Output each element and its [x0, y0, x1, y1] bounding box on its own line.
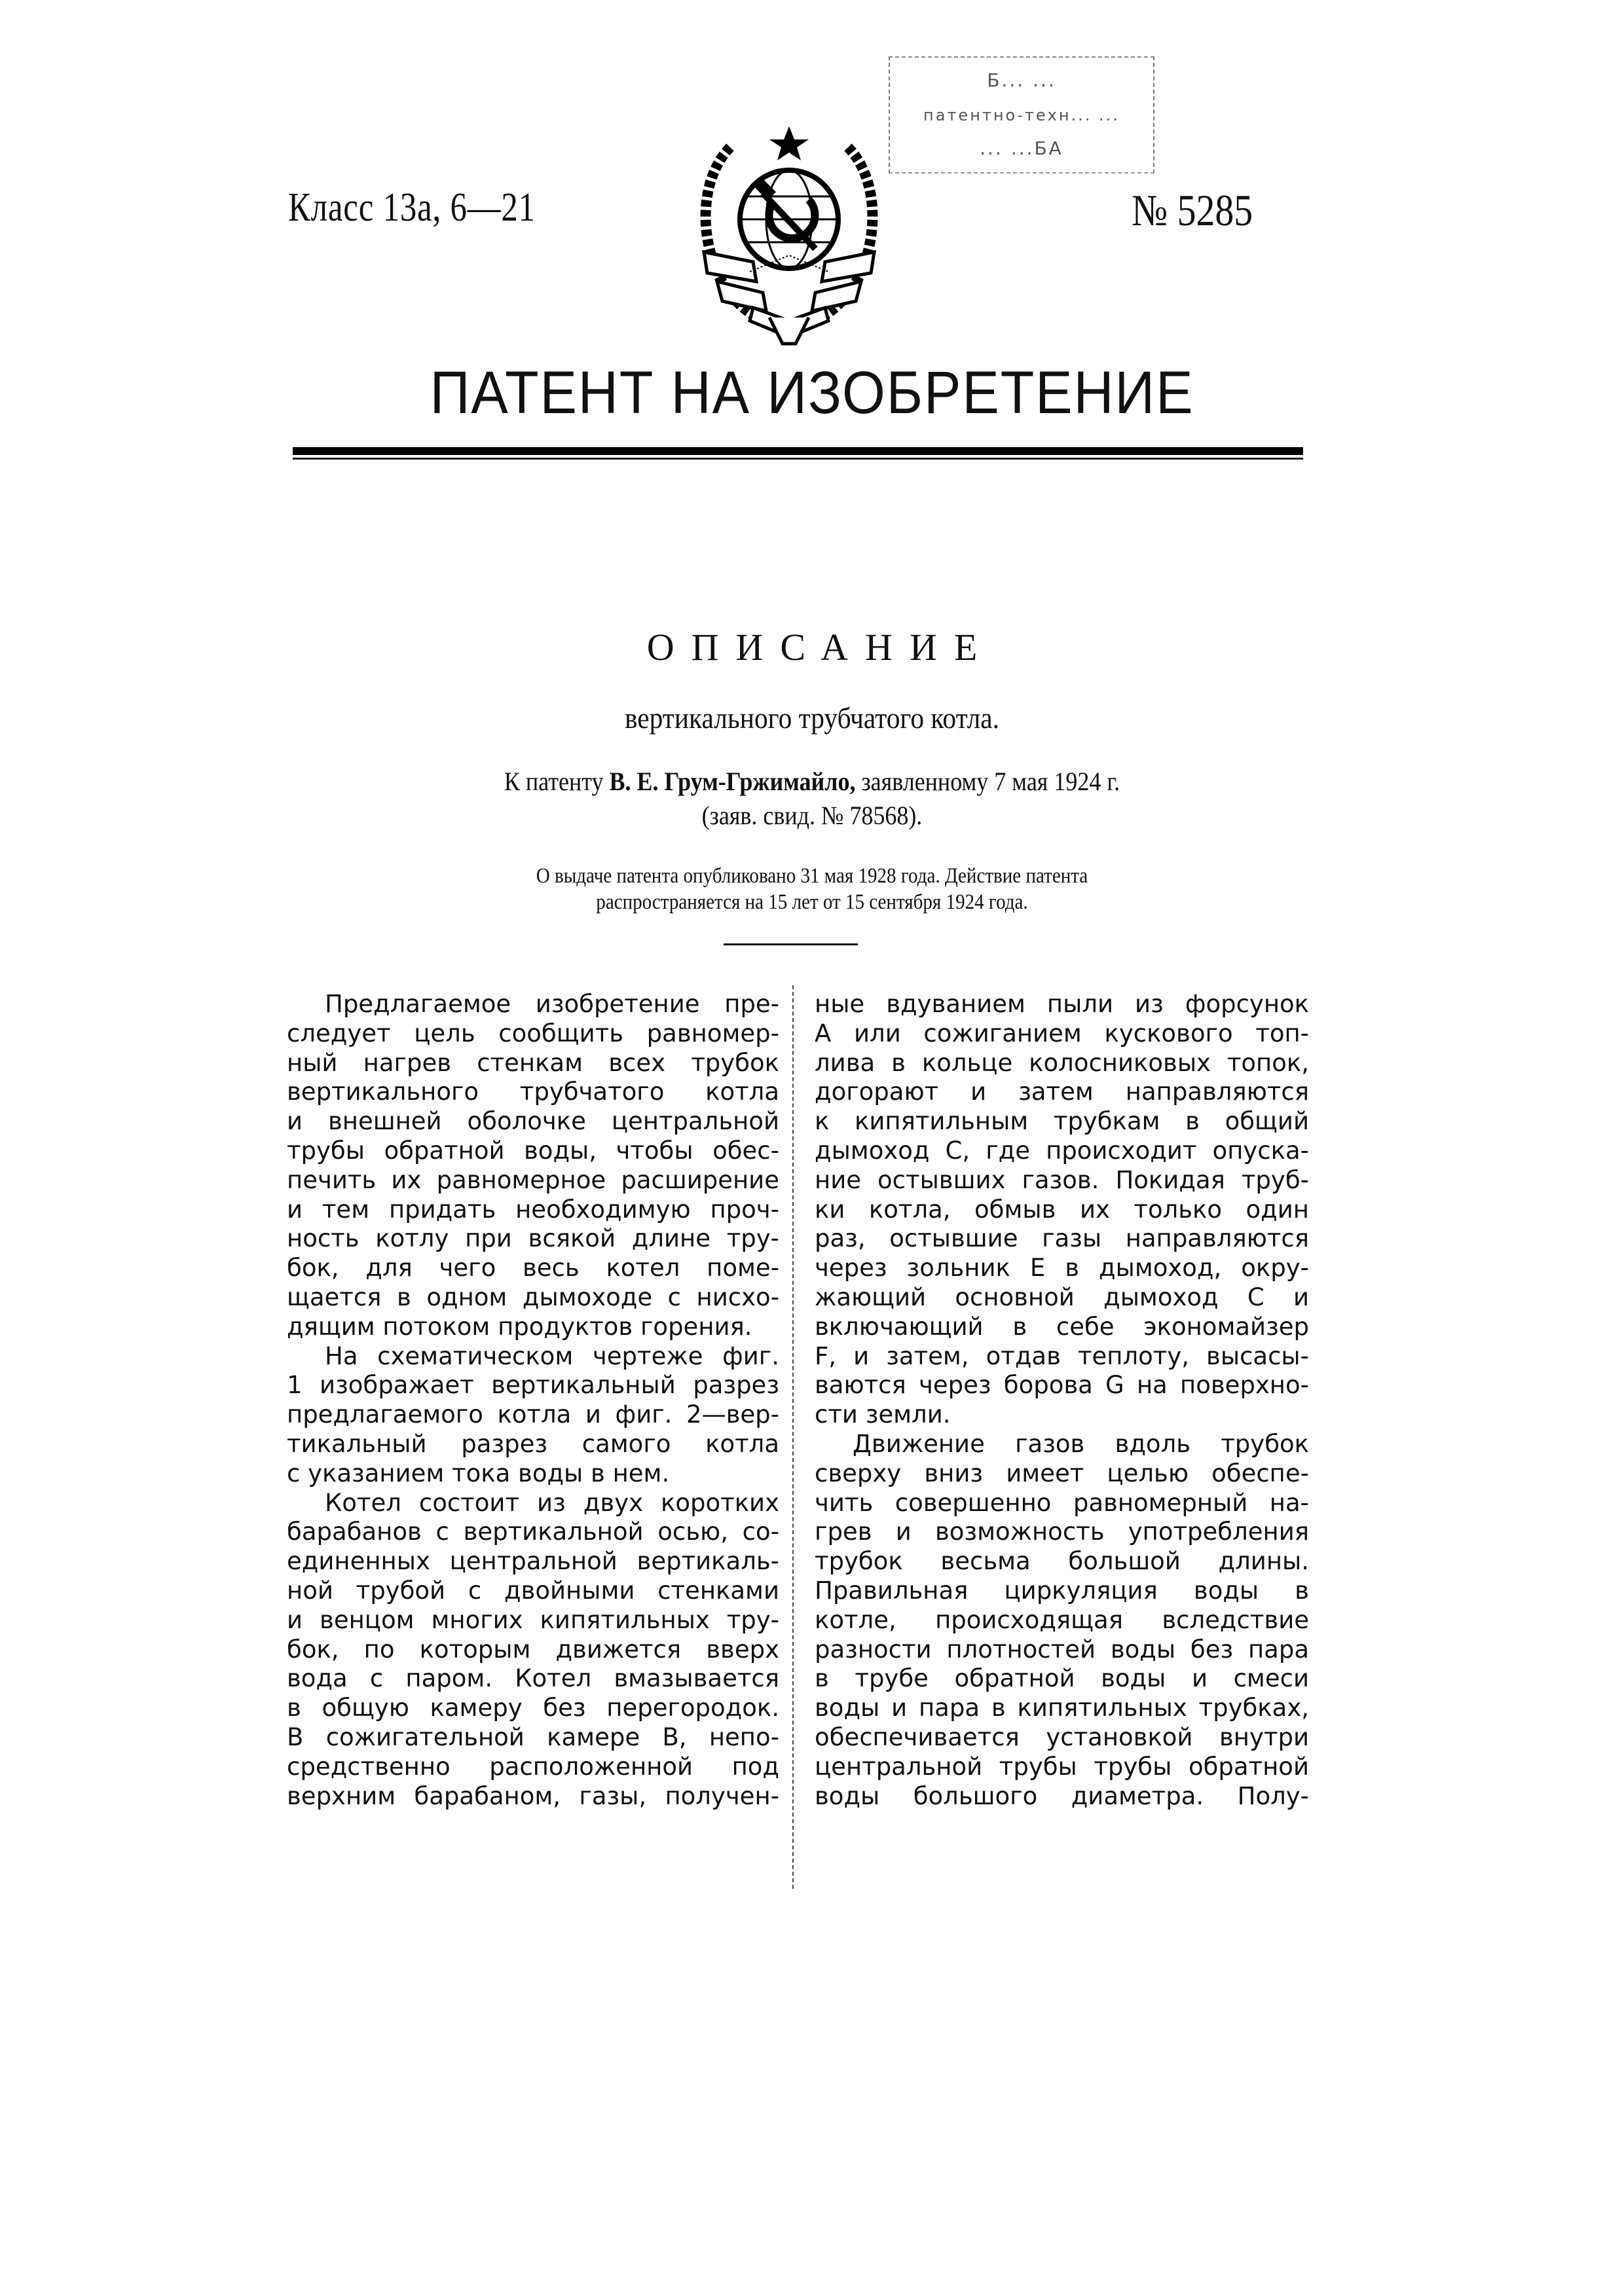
text-line: ной трубой с двойными стенками — [287, 1576, 779, 1605]
text-line: в общую камеру без перегородок. — [287, 1694, 779, 1722]
text-line: и венцом многих кипятильных тру- — [287, 1605, 779, 1634]
stamp-line: ... ...БА — [980, 137, 1063, 159]
text-line: щается в одном дымоходе с нисхо- — [287, 1283, 779, 1311]
text-line: чить совершенно равномерный на- — [815, 1488, 1309, 1517]
text-line: разности плотностей воды без пара — [815, 1635, 1309, 1664]
text-line: тикальный разрез самого котла — [287, 1429, 779, 1458]
description-heading: ОПИСАНИЕ — [646, 626, 995, 668]
library-stamp — [889, 56, 1154, 173]
patent-ref-prefix: К патенту — [504, 767, 604, 796]
stamp-line: патентно-техн... ... — [923, 106, 1120, 124]
text-line: средственно расположенной под — [287, 1752, 779, 1781]
text-line: жающий основной дымоход C и — [815, 1283, 1309, 1311]
text-line: ный нагрев стенкам всех трубок — [287, 1048, 779, 1077]
text-line: бок, по которым движется вверх — [287, 1635, 779, 1664]
text-line: и тем придать необходимую проч- — [287, 1195, 779, 1224]
text-line: ки котла, обмыв их только один — [815, 1195, 1309, 1224]
text-line: Котел состоит из двух коротких — [325, 1488, 779, 1517]
text-line: 1 изображает вертикальный разрез — [287, 1371, 779, 1400]
text-line: Предлагаемое изобретение пре- — [325, 990, 779, 1018]
text-line: воды большого диаметра. Полу- — [815, 1781, 1309, 1810]
text-line: центральной трубы трубы обратной — [815, 1752, 1309, 1781]
text-line: обеспечивается установкой внутри — [815, 1722, 1309, 1751]
ussr-coat-of-arms-icon — [691, 121, 887, 347]
patent-class-label: Класс 13а, 6—21 — [288, 185, 536, 230]
patent-author: В. Е. Грум-Гржимайло, — [609, 767, 856, 796]
text-line: включающий в себе экономайзер — [815, 1312, 1309, 1341]
patent-number: № 5285 — [1132, 185, 1253, 235]
text-line: бок, для чего весь котел поме- — [287, 1254, 779, 1283]
text-line: грев и возможность употребления — [815, 1518, 1309, 1546]
text-line: с указанием тока воды в нем. — [287, 1459, 670, 1487]
text-line: следует цель сообщить равномер- — [287, 1019, 779, 1048]
title-divider-thin — [293, 458, 1303, 460]
publication-notice: распространяется на 15 лет от 15 сентября 1924 года. — [596, 890, 1028, 914]
text-line: вертикального трубчатого котла — [287, 1078, 779, 1106]
text-line: барабанов с вертикальной осью, со- — [287, 1518, 779, 1546]
text-line: предлагаемого котла и фиг. 2—вер- — [287, 1400, 779, 1429]
publication-notice: О выдаче патента опубликовано 31 мая 1928 года. Действие патента — [536, 864, 1088, 888]
text-line: верхним барабаном, газы, получен- — [287, 1781, 779, 1810]
application-certificate: (заяв. свид. № 78568). — [701, 801, 923, 830]
text-line: F, и затем, отдав теплоту, высасы- — [815, 1341, 1309, 1370]
text-line: A или сожиганием кускового топ- — [815, 1019, 1309, 1048]
text-line: печить их равномерное расширение — [287, 1165, 779, 1194]
stamp-line: Б... ... — [987, 69, 1056, 91]
text-line: единенных центральной вертикаль- — [287, 1547, 779, 1576]
text-line: воды и пара в кипятильных трубках, — [815, 1694, 1309, 1722]
text-line: котле, происходящая вследствие — [815, 1605, 1309, 1634]
text-line: сти земли. — [815, 1400, 951, 1429]
text-line: и внешней оболочке центральной — [287, 1107, 779, 1136]
text-line: дящим потоком продуктов горения. — [287, 1312, 752, 1341]
text-line: На схематическом чертеже фиг. — [325, 1341, 779, 1370]
text-line: вода с паром. Котел вмазывается — [287, 1664, 779, 1693]
section-divider — [724, 943, 858, 945]
text-line: трубы обратной воды, чтобы обес- — [287, 1136, 779, 1165]
text-line: В сожигательной камере B, непо- — [287, 1722, 779, 1751]
text-line: через зольник E в дымоход, окру- — [815, 1254, 1309, 1283]
text-line: трубок весьма большой длины. — [815, 1547, 1309, 1576]
patent-ref-suffix: заявленному 7 мая 1924 г. — [861, 767, 1120, 796]
invention-subtitle: вертикального трубчатого котла. — [624, 701, 1000, 735]
text-line: к кипятильным трубкам в общий — [815, 1107, 1309, 1136]
text-line: дымоход C, где происходит опуска- — [815, 1136, 1309, 1165]
text-line: раз, остывшие газы направляются — [815, 1224, 1309, 1253]
body-column-right — [815, 990, 1309, 1811]
patent-reference — [81, 766, 1543, 797]
page-title: ПАТЕНТ НА ИЗОБРЕТЕНИЕ — [430, 359, 1194, 426]
body-column-left — [287, 990, 779, 1811]
text-line: в трубе обратной воды и смеси — [815, 1664, 1309, 1693]
column-divider — [792, 985, 794, 1889]
text-line: ваются через борова G на поверхно- — [815, 1371, 1309, 1400]
text-line: Движение газов вдоль трубок — [853, 1429, 1309, 1458]
text-line: ные вдуванием пыли из форсунок — [815, 990, 1309, 1018]
text-line: догорают и затем направляются — [815, 1078, 1309, 1106]
text-line: Правильная циркуляция воды в — [815, 1576, 1309, 1605]
text-line: сверху вниз имеет целью обеспе- — [815, 1459, 1309, 1487]
text-line: ность котлу при всякой длине тру- — [287, 1224, 779, 1253]
text-line: лива в кольце колосниковых топок, — [815, 1048, 1309, 1077]
title-divider — [293, 447, 1303, 455]
text-line: ние остывших газов. Покидая труб- — [815, 1165, 1309, 1194]
